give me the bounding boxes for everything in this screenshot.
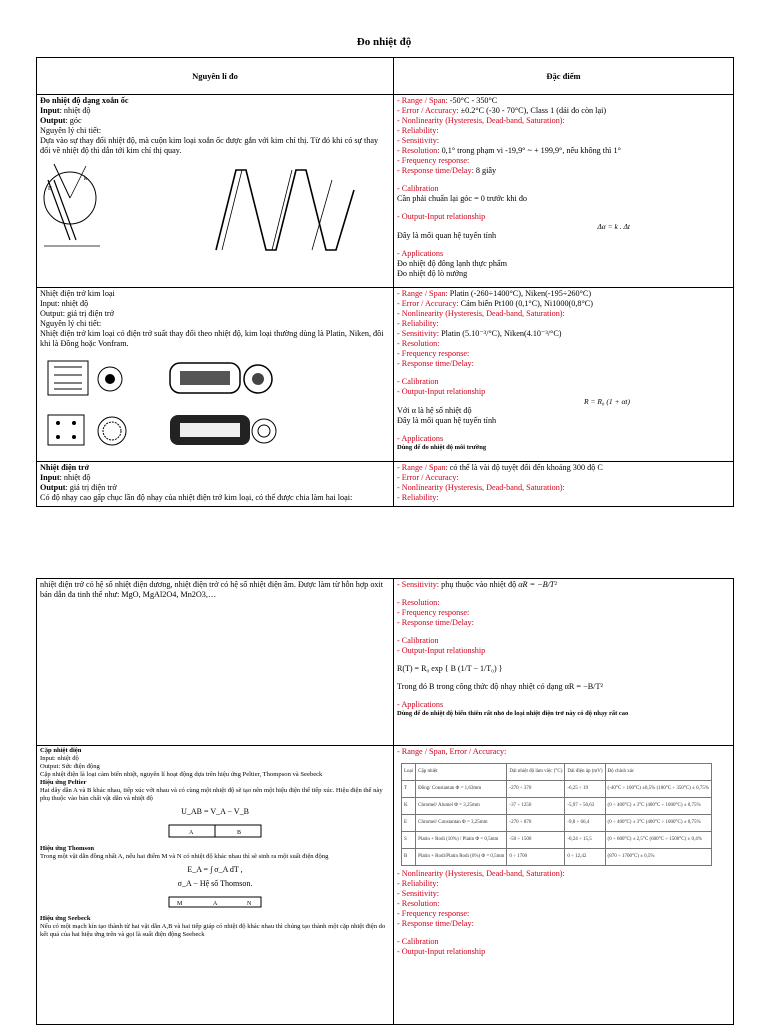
metal-rtd-principle-cell: Nhiệt điện trở kim loại Input: nhiệt độ Output: giá trị điện trở Nguyên lý chi tiết: Nhiệt điện trở kim loại có điện trở suất thay đổi theo nhiệt độ, kim loại thường dùng là Platin, Niken, đôi khi là Đồng hoặc Vonfram. bbox=[37, 288, 394, 462]
column-header-principle: Nguyên lí đo bbox=[37, 58, 394, 95]
svg-text:A: A bbox=[189, 829, 194, 836]
thermistor-formula: R(T) = R₀ exp { B (1/T − 1/T₀) } bbox=[397, 664, 503, 673]
metal-rtd-features-cell: - Range / Span: Platin (-260÷1400°C), Niken(-195÷260°C) - Error / Accuracy: Cảm biến Pt100 (0,1°C), Ni1000(0,8°C) - Nonlinearity (Hysteresis, Dead-band, Saturation): - Reliability: - Sensitivity: Platin (5.10⁻³/°C), Niken(4.10⁻³/°C) - Resolution: - Frequency response: - Response time/Delay: - Calibration - Output-Input relationship R = R₀ (1 + αt) Với α là hệ số nhiệt độ Đây là mối quan hệ tuyến tính - Applications Dùng để đo nhiệt độ môi trường bbox=[394, 288, 734, 462]
thermistor-continued-cell: nhiệt điện trở có hệ số nhiệt điện dương, nhiệt điện trở có hệ số nhiệt điện âm. Được làm từ hỗn hợp oxit bán dẫn đa tinh thể như: MgO, MgAl2O4, Mn2O3,… bbox=[37, 579, 394, 746]
rtd-formula: R = R₀ (1 + αt) bbox=[583, 397, 630, 406]
table-cell: -5,97 ÷ 50,63 bbox=[565, 798, 605, 815]
spiral-thermometer-diagram bbox=[40, 160, 200, 252]
thomson-conductor-diagram bbox=[165, 893, 265, 915]
thermistor-principle-cell: Nhiệt điện trở Input: nhiệt độ Output: giá trị điện trở Có độ nhạy cao gấp chục lần độ nhạy của nhiệt điện trở kim loại, có thể được chia làm hai loại: bbox=[37, 462, 394, 507]
page1-table bbox=[36, 57, 734, 507]
table-cell: -37 ÷ 1250 bbox=[507, 798, 565, 815]
table-cell: E bbox=[402, 815, 416, 832]
table-cell: T bbox=[402, 781, 416, 798]
table-cell: 0 ÷ 12,42 bbox=[565, 849, 605, 866]
thermistor-continued-features-cell: - Sensitivity: phụ thuộc vào nhiệt độ αR = −B/T² - Resolution: - Frequency response: - Response time/Delay: - Calibration - Output-Input relationship R(T) = R₀ exp { B (1/T − 1/T₀) } Trong đó B trong công thức độ nhạy nhiệt có dạng αR = −B/T² - Applications Dùng để đo nhiệt độ biến thiên rất nhỏ do loại nhiệt điện trở này có độ nhạy rất cao bbox=[394, 579, 734, 746]
svg-text:A: A bbox=[213, 900, 218, 907]
thermocouple-table bbox=[401, 763, 712, 866]
table-cell: S bbox=[402, 832, 416, 849]
table-cell: Độ chính xác bbox=[605, 764, 711, 781]
table-cell: Chromel/ Constantan Φ = 3,25mm bbox=[416, 815, 507, 832]
table-cell: (0 ÷ 400°C) ± 3°C (400°C ÷ 1000°C) ± 0,75% bbox=[605, 798, 711, 815]
table-cell: Platin + Rodi/Platin Rodi (6%) Φ = 0,5mm bbox=[416, 849, 507, 866]
table-cell: -9,8 ÷ 66,4 bbox=[565, 815, 605, 832]
table-cell: (0 ÷ 400°C) ± 3°C (400°C ÷ 1000°C) ± 0,75% bbox=[605, 815, 711, 832]
table-cell: K bbox=[402, 798, 416, 815]
spiral-heading: Đo nhiệt độ dạng xoắn ốc bbox=[40, 96, 129, 105]
table-cell: Cặp nhiệt bbox=[416, 764, 507, 781]
table-cell: Dải điện áp (mV) bbox=[565, 764, 605, 781]
table-cell: Loại bbox=[402, 764, 416, 781]
thermocouple-features-cell: - Range / Span, Error / Accuracy: Loại Cặp nhiệt Dải nhiệt độ làm việc (°C) Dải điện áp (mV) Độ chính xác T Đồng/ Constantan Φ = 1,63mm -270 ÷ 370 -6,25 ÷ 19 (-40°C ÷ 100°C) ±0,5% (100°C ÷ 350°C) ± 0,75% K Chromel/ Alumel Φ = 3,25mm -37 ÷ 1250 -5,97 ÷ 50,63 (0 ÷ 400°C) ± 3°C (400°C ÷ 1000°C) ± 0,75% E Chromel/ Constantan Φ = 3,25mm -270 ÷ 870 -9,8 ÷ 66,4 (0 ÷ 400°C) ± 3°C (400°C ÷ 1000°C) ± 0,75% S Platin + Rodi (10%) / Platin Φ = 0,5mm -50 ÷ 1500 -0,24 ÷ 15,5 (0 ÷ 600°C) ± 2,5°C (600°C ÷ 1500°C) ± 0,4% B Platin + Rodi/Platin Rodi (6%) Φ = 0,5mm 0 ÷ 1700 0 ÷ 12,42 (870 ÷ 1700°C) ± 0,5% - Nonlinearity (Hysteresis, Dead-band, Saturation): - Reliability: - Sensitivity: - Resolution: - Frequency response: - Response time/Delay: - Calibration - Output-Input relationship bbox=[394, 746, 734, 1025]
table-row bbox=[402, 781, 712, 798]
table-cell: (-40°C ÷ 100°C) ±0,5% (100°C ÷ 350°C) ± 0,75% bbox=[605, 781, 711, 798]
spiral-features-cell: - Range / Span: -50°C - 350°C - Error / Accuracy: ±0.2°C (-30 - 70°C), Class 1 (dải đo còn lại) - Nonlinearity (Hysteresis, Dead-band, Saturation): - Reliability: - Sensitivity: - Resolution: 0,1° trong phạm vi -19,9° ~ + 199,9°, nếu không thì 1° - Frequency response: - Response time/Delay: 8 giây - Calibration Cần phải chuẩn lại góc = 0 trước khi đo - Output-Input relationship Δα = k . Δt Đây là mối quan hệ tuyến tính - Applications Đo nhiệt độ đông lạnh thực phẩm Đo nhiệt độ lò nướng bbox=[394, 95, 734, 288]
svg-text:N: N bbox=[247, 900, 252, 907]
table-cell: 0 ÷ 1700 bbox=[507, 849, 565, 866]
table-cell: B bbox=[402, 849, 416, 866]
document-title: Đo nhiệt độ bbox=[356, 36, 412, 48]
svg-text:k: k bbox=[84, 176, 87, 182]
peltier-equation: U_AB = V_A − V_B bbox=[181, 807, 249, 817]
peltier-junction-diagram bbox=[165, 821, 265, 845]
table-cell: -0,24 ÷ 15,5 bbox=[565, 832, 605, 849]
spiral-coil-diagram bbox=[206, 160, 356, 252]
thermocouple-principle-cell: Cặp nhiệt điện Input: nhiệt độ Output: Sức điện động Cặp nhiệt điện là loại cảm biến nhiệt, nguyên lí hoạt động dựa trên hiệu ứng Peltier, Thompson và Seebeck Hiệu ứng Peltier Hai dây dẫn A và B khác nhau, tiếp xúc với nhau và có cùng một nhiệt độ sẽ tạo nên một hiệu điện thế tiếp xúc. Hiệu điện thế này phụ thuộc vào bản chất vật dẫn và nhiệt độ U_AB = V_A − V_B A B Hiệu ứng Thomson Trong một vật dẫn đồng nhất A, nếu hai điểm M và N có nhiệt độ khác nhau thì sẽ sinh ra một suất điện động E_A = ∫ σ_A dT , σ_A − Hệ số Thomson. M A N Hiệu ứng Seebeck Nếu có một mạch kín tạo thành từ hai vật dẫn A,B và hai tiếp giáp có nhiệt độ khác nhau thì chúng tạo thành một cặp nhiệt điện do kết quả của hai hiệu ứng trên và gọi là suất điện động Seebeck bbox=[37, 746, 394, 1025]
table-cell: Platin + Rodi (10%) / Platin Φ = 0,5mm bbox=[416, 832, 507, 849]
table-row bbox=[402, 798, 712, 815]
table-cell: -270 ÷ 370 bbox=[507, 781, 565, 798]
svg-text:B: B bbox=[48, 186, 53, 192]
thomson-coefficient: σ_A − Hệ số Thomson. bbox=[177, 878, 253, 888]
thomson-equation: E_A = ∫ σ_A dT , bbox=[187, 865, 243, 875]
table-cell: -270 ÷ 870 bbox=[507, 815, 565, 832]
table-cell: -50 ÷ 1500 bbox=[507, 832, 565, 849]
page2-table bbox=[36, 578, 734, 1025]
table-cell: Dải nhiệt độ làm việc (°C) bbox=[507, 764, 565, 781]
table-row bbox=[402, 832, 712, 849]
column-header-features: Đặc điểm bbox=[394, 58, 734, 95]
svg-text:M: M bbox=[177, 900, 183, 907]
table-cell: Chromel/ Alumel Φ = 3,25mm bbox=[416, 798, 507, 815]
thermistor-features-cell: - Range / Span: có thể là vài độ tuyệt đối đến khoảng 300 độ C - Error / Accuracy: - Nonlinearity (Hysteresis, Dead-band, Saturation): - Reliability: bbox=[394, 462, 734, 507]
table-cell: (870 ÷ 1700°C) ± 0,5% bbox=[605, 849, 711, 866]
rtd-construction-diagram bbox=[40, 353, 280, 457]
svg-text:B: B bbox=[237, 829, 242, 836]
spiral-formula: Δα = k . Δt bbox=[597, 222, 630, 231]
table-row bbox=[402, 815, 712, 832]
table-cell: (0 ÷ 600°C) ± 2,5°C (600°C ÷ 1500°C) ± 0,4% bbox=[605, 832, 711, 849]
table-cell: -6,25 ÷ 19 bbox=[565, 781, 605, 798]
table-row bbox=[402, 849, 712, 866]
table-cell: Đồng/ Constantan Φ = 1,63mm bbox=[416, 781, 507, 798]
spiral-principle-cell: Đo nhiệt độ dạng xoắn ốc Input: nhiệt độ Output: góc Nguyên lý chi tiết: Dựa vào sự thay đổi nhiệt độ, mà cuộn kim loại xoắn ốc được gắn với kim chỉ thị. Từ đó khi có sự thay đổi về nhiệt độ thì dẫn tới kim chỉ thị quay. B k bbox=[37, 95, 394, 288]
table-row bbox=[402, 764, 712, 781]
